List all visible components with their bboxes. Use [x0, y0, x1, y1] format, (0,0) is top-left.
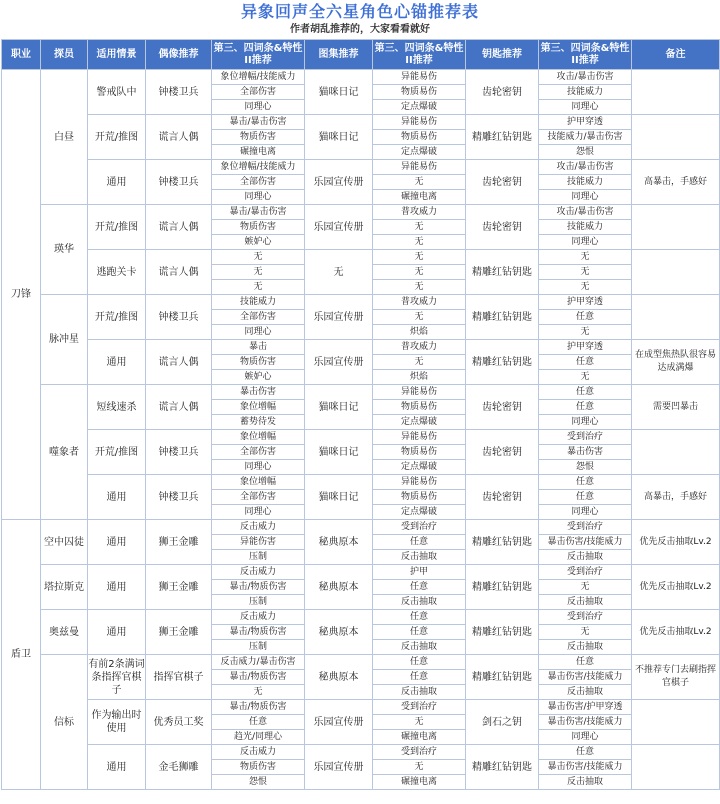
album-stat-cell: 受到治疗 [373, 520, 466, 535]
album-stat-cell: 反击抽取 [373, 685, 466, 700]
album-stat-cell: 无 [373, 175, 466, 190]
key-stat-cell: 无 [539, 580, 632, 595]
key-stat-cell: 同理心 [539, 730, 632, 745]
album-stat-cell: 无 [373, 355, 466, 370]
album-stat-cell: 受到治疗 [373, 700, 466, 715]
agent-cell: 空中囚徒 [41, 520, 88, 565]
album-stat-cell: 碾撞电离 [373, 190, 466, 205]
scene-cell: 短线速杀 [88, 385, 146, 430]
key-cell: 齿轮密钥 [466, 160, 539, 205]
key-stat-cell: 暴击伤害/技能威力 [539, 760, 632, 775]
note-cell: 高暴击，手感好 [632, 475, 720, 520]
idol-stat-cell: 反击威力 [212, 610, 305, 625]
key-cell: 齿轮密钥 [466, 205, 539, 250]
album-stat-cell: 普攻威力 [373, 205, 466, 220]
idol-stat-cell: 象位增幅/技能威力 [212, 70, 305, 85]
idol-cell: 谎言人偶 [146, 250, 212, 295]
table-row [2, 475, 720, 490]
page-subtitle: 作者胡乱推荐的，大家看看就好 [290, 24, 430, 35]
idol-stat-cell: 反击威力 [212, 745, 305, 760]
key-stat-cell: 任意 [539, 385, 632, 400]
idol-stat-cell: 物质伤害 [212, 760, 305, 775]
album-stat-cell: 任意 [373, 610, 466, 625]
note-cell [632, 115, 720, 160]
note-cell [632, 295, 720, 340]
table-row [2, 610, 720, 625]
key-stat-cell: 同理心 [539, 415, 632, 430]
header-note: 备注 [632, 40, 720, 70]
idol-stat-cell: 暴击/物质伤害 [212, 670, 305, 685]
album-stat-cell: 定点爆破 [373, 505, 466, 520]
key-stat-cell: 护甲穿透 [539, 295, 632, 310]
album-stat-cell: 定点爆破 [373, 460, 466, 475]
note-cell: 优先反击抽取Lv.2 [632, 565, 720, 610]
scene-cell: 警戒队中 [88, 70, 146, 115]
table-row [2, 160, 720, 175]
idol-stat-cell: 全部伤害 [212, 85, 305, 100]
idol-cell: 钟楼卫兵 [146, 295, 212, 340]
album-stat-cell: 无 [373, 280, 466, 295]
scene-cell: 通用 [88, 160, 146, 205]
album-stat-cell: 物质易伤 [373, 85, 466, 100]
idol-stat-cell: 物质伤害 [212, 130, 305, 145]
role-cell: 盾卫 [2, 520, 41, 790]
key-stat-cell: 怨恨 [539, 145, 632, 160]
recommendation-table [1, 39, 720, 790]
idol-stat-cell: 反击威力/暴击伤害 [212, 655, 305, 670]
key-stat-cell: 受到治疗 [539, 610, 632, 625]
idol-stat-cell: 暴击伤害 [212, 385, 305, 400]
key-stat-cell: 无 [539, 250, 632, 265]
key-stat-cell: 技能威力/暴击伤害 [539, 130, 632, 145]
key-stat-cell: 反击抽取 [539, 775, 632, 790]
idol-stat-cell: 无 [212, 265, 305, 280]
table-row [2, 700, 720, 715]
album-cell: 秘典原本 [305, 610, 373, 655]
idol-stat-cell: 碾撞电离 [212, 145, 305, 160]
note-cell: 需要凹暴击 [632, 385, 720, 430]
key-cell: 精雕红钻钥匙 [466, 520, 539, 565]
idol-stat-cell: 怨恨 [212, 775, 305, 790]
idol-cell: 谎言人偶 [146, 385, 212, 430]
album-cell: 无 [305, 250, 373, 295]
idol-stat-cell: 象位增幅/技能威力 [212, 160, 305, 175]
table-row [2, 115, 720, 130]
idol-stat-cell: 趋光/同理心 [212, 730, 305, 745]
idol-stat-cell: 压制 [212, 550, 305, 565]
scene-cell: 通用 [88, 565, 146, 610]
header-idol: 偶像推荐 [146, 40, 212, 70]
key-cell: 精雕红钻钥匙 [466, 745, 539, 790]
header-key: 钥匙推荐 [466, 40, 539, 70]
idol-cell: 谎言人偶 [146, 205, 212, 250]
key-stat-cell: 任意 [539, 745, 632, 760]
note-cell [632, 430, 720, 475]
idol-stat-cell: 全部伤害 [212, 490, 305, 505]
key-stat-cell: 攻击/暴击伤害 [539, 70, 632, 85]
idol-stat-cell: 暴击/物质伤害 [212, 625, 305, 640]
album-stat-cell: 定点爆破 [373, 415, 466, 430]
idol-stat-cell: 同理心 [212, 100, 305, 115]
album-stat-cell: 普攻威力 [373, 340, 466, 355]
album-cell: 猫咪日记 [305, 385, 373, 430]
note-cell: 在成型焦热队很容易达成满爆 [632, 340, 720, 385]
album-cell: 猫咪日记 [305, 70, 373, 115]
key-stat-cell: 同理心 [539, 505, 632, 520]
header-album: 图集推荐 [305, 40, 373, 70]
album-cell: 乐园宣传册 [305, 295, 373, 340]
idol-stat-cell: 蓄势待发 [212, 415, 305, 430]
scene-cell: 通用 [88, 610, 146, 655]
key-stat-cell: 任意 [539, 355, 632, 370]
key-stat-cell: 怨恨 [539, 460, 632, 475]
idol-cell: 优秀员工奖 [146, 700, 212, 745]
album-stat-cell: 物质易伤 [373, 445, 466, 460]
scene-cell: 逃跑关卡 [88, 250, 146, 295]
album-stat-cell: 任意 [373, 655, 466, 670]
idol-cell: 谎言人偶 [146, 115, 212, 160]
idol-cell: 钟楼卫兵 [146, 475, 212, 520]
scene-cell: 作为输出时使用 [88, 700, 146, 745]
album-stat-cell: 异能易伤 [373, 475, 466, 490]
note-cell [632, 700, 720, 745]
header-idol-stats: 第三、四词条&特性II推荐 [212, 40, 305, 70]
album-stat-cell: 无 [373, 220, 466, 235]
key-stat-cell: 技能威力 [539, 175, 632, 190]
key-cell: 齿轮密钥 [466, 70, 539, 115]
note-cell: 优先反击抽取Lv.2 [632, 610, 720, 655]
album-stat-cell: 物质易伤 [373, 400, 466, 415]
idol-stat-cell: 压制 [212, 640, 305, 655]
table-row [2, 250, 720, 265]
key-stat-cell: 同理心 [539, 235, 632, 250]
key-stat-cell: 无 [539, 370, 632, 385]
idol-stat-cell: 象位增幅 [212, 400, 305, 415]
key-stat-cell: 暴击伤害/技能威力 [539, 715, 632, 730]
idol-stat-cell: 暴击/暴击伤害 [212, 115, 305, 130]
key-cell: 精雕红钻钥匙 [466, 115, 539, 160]
key-cell: 精雕红钻钥匙 [466, 655, 539, 700]
idol-stat-cell: 压制 [212, 595, 305, 610]
album-stat-cell: 无 [373, 235, 466, 250]
key-cell: 精雕红钻钥匙 [466, 295, 539, 340]
key-cell: 精雕红钻钥匙 [466, 340, 539, 385]
table-row [2, 205, 720, 220]
key-stat-cell: 护甲穿透 [539, 115, 632, 130]
idol-stat-cell: 无 [212, 280, 305, 295]
album-cell: 乐园宣传册 [305, 745, 373, 790]
key-stat-cell: 任意 [539, 655, 632, 670]
table-row [2, 70, 720, 85]
key-stat-cell: 暴击伤害/护甲穿透 [539, 700, 632, 715]
album-cell: 猫咪日记 [305, 475, 373, 520]
table-row [2, 520, 720, 535]
key-stat-cell: 攻击/暴击伤害 [539, 205, 632, 220]
key-stat-cell: 技能威力 [539, 220, 632, 235]
scene-cell: 通用 [88, 745, 146, 790]
agent-cell: 塔拉斯克 [41, 565, 88, 610]
key-stat-cell: 技能威力 [539, 85, 632, 100]
key-stat-cell: 无 [539, 280, 632, 295]
idol-cell: 金毛狮雕 [146, 745, 212, 790]
note-cell: 不推荐专门去刷指挥官棋子 [632, 655, 720, 700]
key-stat-cell: 反击抽取 [539, 595, 632, 610]
idol-stat-cell: 同理心 [212, 325, 305, 340]
idol-stat-cell: 任意 [212, 715, 305, 730]
idol-stat-cell: 物质伤害 [212, 220, 305, 235]
idol-cell: 钟楼卫兵 [146, 430, 212, 475]
key-stat-cell: 反击抽取 [539, 685, 632, 700]
idol-stat-cell: 同理心 [212, 190, 305, 205]
key-cell: 精雕红钻钥匙 [466, 565, 539, 610]
key-stat-cell: 无 [539, 325, 632, 340]
album-stat-cell: 任意 [373, 580, 466, 595]
scene-cell: 开荒/推图 [88, 430, 146, 475]
key-cell: 齿轮密钥 [466, 430, 539, 475]
idol-cell: 钟楼卫兵 [146, 70, 212, 115]
album-stat-cell: 物质易伤 [373, 490, 466, 505]
album-cell: 秘典原本 [305, 520, 373, 565]
album-cell: 秘典原本 [305, 565, 373, 610]
key-stat-cell: 暴击伤害 [539, 445, 632, 460]
album-stat-cell: 普攻威力 [373, 295, 466, 310]
header-row [2, 40, 720, 70]
idol-cell: 狮王金雕 [146, 520, 212, 565]
header-album-stats: 第三、四词条&特性II推荐 [373, 40, 466, 70]
key-stat-cell: 任意 [539, 400, 632, 415]
album-cell: 乐园宣传册 [305, 340, 373, 385]
table-row [2, 295, 720, 310]
agent-cell: 噬象者 [41, 385, 88, 520]
album-stat-cell: 异能易伤 [373, 115, 466, 130]
table-row [2, 565, 720, 580]
scene-cell: 通用 [88, 340, 146, 385]
album-stat-cell: 任意 [373, 670, 466, 685]
idol-stat-cell: 嫉妒心 [212, 235, 305, 250]
table-body [2, 70, 720, 790]
album-stat-cell: 反击抽取 [373, 550, 466, 565]
album-cell: 乐园宣传册 [305, 700, 373, 745]
idol-stat-cell: 无 [212, 250, 305, 265]
album-stat-cell: 异能易伤 [373, 160, 466, 175]
idol-cell: 谎言人偶 [146, 340, 212, 385]
key-stat-cell: 受到治疗 [539, 565, 632, 580]
album-stat-cell: 异能易伤 [373, 70, 466, 85]
idol-stat-cell: 异能伤害 [212, 535, 305, 550]
table-row [2, 430, 720, 445]
agent-cell: 信标 [41, 655, 88, 790]
key-cell: 精雕红钻钥匙 [466, 250, 539, 295]
key-stat-cell: 同理心 [539, 100, 632, 115]
header-role: 职业 [2, 40, 41, 70]
table-row [2, 745, 720, 760]
page-title: 异象回声全六星角色心锚推荐表 [240, 2, 479, 21]
idol-stat-cell: 暴击/物质伤害 [212, 580, 305, 595]
header-agent: 探员 [41, 40, 88, 70]
note-cell: 优先反击抽取Lv.2 [632, 520, 720, 565]
scene-cell: 开荒/推图 [88, 295, 146, 340]
album-stat-cell: 定点爆破 [373, 100, 466, 115]
idol-stat-cell: 同理心 [212, 460, 305, 475]
album-stat-cell: 炽焰 [373, 325, 466, 340]
key-stat-cell: 同理心 [539, 190, 632, 205]
key-cell: 剑石之钥 [466, 700, 539, 745]
table-row [2, 340, 720, 355]
note-cell [632, 70, 720, 115]
album-stat-cell: 任意 [373, 625, 466, 640]
key-stat-cell: 暴击伤害/技能威力 [539, 670, 632, 685]
note-cell [632, 745, 720, 790]
key-stat-cell: 反击抽取 [539, 640, 632, 655]
idol-stat-cell: 象位增幅 [212, 475, 305, 490]
idol-cell: 钟楼卫兵 [146, 160, 212, 205]
idol-stat-cell: 暴击/暴击伤害 [212, 205, 305, 220]
album-stat-cell: 受到治疗 [373, 745, 466, 760]
album-stat-cell: 定点爆破 [373, 145, 466, 160]
idol-stat-cell: 象位增幅 [212, 430, 305, 445]
header-scene: 适用情景 [88, 40, 146, 70]
scene-cell: 开荒/推图 [88, 115, 146, 160]
agent-cell: 脉冲星 [41, 295, 88, 385]
album-stat-cell: 炽焰 [373, 370, 466, 385]
album-stat-cell: 无 [373, 760, 466, 775]
idol-cell: 狮王金雕 [146, 610, 212, 655]
note-cell: 高暴击，手感好 [632, 160, 720, 205]
key-cell: 齿轮密钥 [466, 385, 539, 430]
idol-stat-cell: 全部伤害 [212, 445, 305, 460]
key-stat-cell: 无 [539, 625, 632, 640]
album-cell: 乐园宣传册 [305, 205, 373, 250]
table-row [2, 655, 720, 670]
key-stat-cell: 攻击/暴击伤害 [539, 160, 632, 175]
album-stat-cell: 异能易伤 [373, 430, 466, 445]
album-cell: 乐园宣传册 [305, 160, 373, 205]
idol-stat-cell: 暴击 [212, 340, 305, 355]
key-stat-cell: 无 [539, 265, 632, 280]
album-stat-cell: 任意 [373, 535, 466, 550]
note-cell [632, 250, 720, 295]
key-stat-cell: 任意 [539, 475, 632, 490]
album-cell: 猫咪日记 [305, 115, 373, 160]
scene-cell: 有前2条满词条指挥官棋子 [88, 655, 146, 700]
scene-cell: 开荒/推图 [88, 205, 146, 250]
idol-stat-cell: 同理心 [212, 505, 305, 520]
album-stat-cell: 无 [373, 715, 466, 730]
key-stat-cell: 受到治疗 [539, 430, 632, 445]
role-cell: 刀锋 [2, 70, 41, 520]
album-cell: 猫咪日记 [305, 430, 373, 475]
idol-stat-cell: 物质伤害 [212, 355, 305, 370]
album-stat-cell: 护甲 [373, 565, 466, 580]
idol-stat-cell: 反击威力 [212, 565, 305, 580]
album-cell: 秘典原本 [305, 655, 373, 700]
idol-stat-cell: 反击威力 [212, 520, 305, 535]
idol-stat-cell: 技能威力 [212, 295, 305, 310]
album-stat-cell: 无 [373, 250, 466, 265]
key-cell: 精雕红钻钥匙 [466, 610, 539, 655]
album-stat-cell: 物质易伤 [373, 130, 466, 145]
agent-cell: 奥兹曼 [41, 610, 88, 655]
scene-cell: 通用 [88, 520, 146, 565]
header-key-stats: 第三、四词条&特性II推荐 [539, 40, 632, 70]
key-stat-cell: 任意 [539, 490, 632, 505]
album-stat-cell: 碾撞电离 [373, 775, 466, 790]
album-stat-cell: 异能易伤 [373, 385, 466, 400]
agent-cell: 白昼 [41, 70, 88, 205]
key-cell: 齿轮密钥 [466, 475, 539, 520]
idol-stat-cell: 暴击/物质伤害 [212, 700, 305, 715]
note-cell [632, 205, 720, 250]
table-row [2, 385, 720, 400]
agent-cell: 瑛华 [41, 205, 88, 295]
idol-cell: 狮王金雕 [146, 565, 212, 610]
idol-stat-cell: 无 [212, 685, 305, 700]
album-stat-cell: 反击抽取 [373, 595, 466, 610]
key-stat-cell: 反击抽取 [539, 550, 632, 565]
key-stat-cell: 受到治疗 [539, 520, 632, 535]
key-stat-cell: 暴击伤害/技能威力 [539, 535, 632, 550]
album-stat-cell: 无 [373, 265, 466, 280]
idol-stat-cell: 嫉妒心 [212, 370, 305, 385]
album-stat-cell: 反击抽取 [373, 640, 466, 655]
key-stat-cell: 任意 [539, 310, 632, 325]
idol-cell: 指挥官棋子 [146, 655, 212, 700]
scene-cell: 通用 [88, 475, 146, 520]
idol-stat-cell: 全部伤害 [212, 175, 305, 190]
idol-stat-cell: 全部伤害 [212, 310, 305, 325]
album-stat-cell: 碾撞电离 [373, 730, 466, 745]
album-stat-cell: 无 [373, 310, 466, 325]
key-stat-cell: 护甲穿透 [539, 340, 632, 355]
